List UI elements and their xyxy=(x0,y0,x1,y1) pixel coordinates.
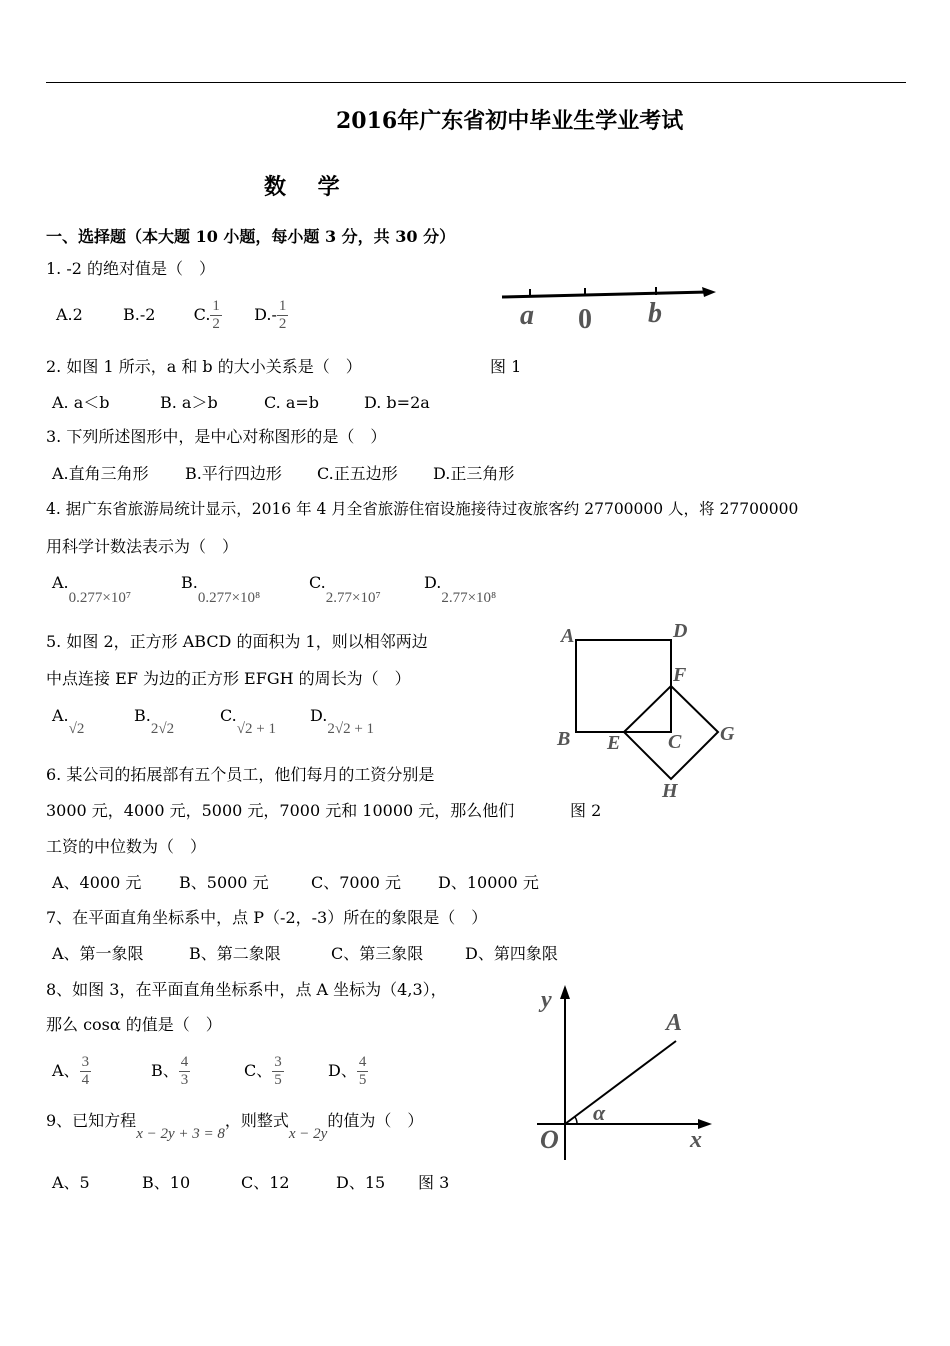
label-x: x xyxy=(690,1127,702,1153)
label-b: b xyxy=(648,298,662,329)
question-8-stem-line1: 8、如图 3，在平面直角坐标系中，点 A 坐标为（4,3）， xyxy=(46,980,447,999)
q4-value-a: 0.277×10⁷ xyxy=(68,590,132,606)
q5-option-c: C.√2 + 1 xyxy=(220,706,276,737)
q8-fraction-d: $\frac{4}{5}$ xyxy=(358,1054,367,1088)
q9-option-c: C、12 xyxy=(241,1173,290,1192)
q5-value-b: 2√2 xyxy=(150,721,175,737)
ray-oa xyxy=(565,1041,676,1124)
question-6-stem-line3: 工资的中位数为（ ） xyxy=(46,837,207,856)
q4-option-a: A.0.277×10⁷ xyxy=(52,573,132,606)
q4-option-c: C.2.77×10⁷ xyxy=(309,573,381,606)
label-0: 0 xyxy=(578,304,592,335)
question-4-stem-line1: 4. 据广东省旅游局统计显示，2016 年 4 月全省旅游住宿设施接待过夜旅客约 27700000 人，将 27700000 xyxy=(46,500,799,518)
angle-arc xyxy=(575,1117,577,1124)
q3-option-d: D.正三角形 xyxy=(433,464,515,483)
q7-option-a: A、第一象限 xyxy=(52,944,144,963)
question-6-stem-line1: 6. 某公司的拓展部有五个员工，他们每月的工资分别是 xyxy=(46,765,435,784)
label-alpha: α xyxy=(593,1100,606,1125)
q3-option-a: A.直角三角形 xyxy=(52,464,149,483)
q1-fraction-d: $\frac{1}{2}$ xyxy=(278,298,287,332)
label-O: O xyxy=(540,1125,559,1154)
q6-option-a: A、4000 元 xyxy=(52,873,142,892)
label-A: A xyxy=(666,1010,683,1036)
q1-option-d: D.- xyxy=(254,305,277,324)
q4-option-b: B.0.277×10⁸ xyxy=(181,573,261,606)
question-5-stem-line2: 中点连接 EF 为边的正方形 EFGH 的周长为（ ） xyxy=(46,669,411,688)
label-D: D xyxy=(673,620,688,642)
label-E: E xyxy=(607,732,621,754)
question-9-stem: 9、已知方程x − 2y + 3 = 8，则整式x − 2y的值为（ ） xyxy=(46,1111,424,1142)
q9-option-a: A、5 xyxy=(52,1173,90,1192)
q9-option-d: D、15 xyxy=(336,1173,386,1192)
label-a: a xyxy=(520,300,534,331)
question-2-stem: 2. 如图 1 所示，a 和 b 的大小关系是（ ） xyxy=(46,357,362,376)
subject-heading: 数 学 xyxy=(264,174,352,200)
q5-value-d: 2√2 + 1 xyxy=(327,721,375,737)
figure-3-caption: 图 3 xyxy=(418,1173,450,1192)
q6-option-c: C、7000 元 xyxy=(311,873,402,892)
q7-option-c: C、第三象限 xyxy=(331,944,424,963)
q8-fraction-c: $\frac{3}{5}$ xyxy=(274,1054,282,1088)
figure-2-caption: 图 2 xyxy=(570,801,602,820)
q9-option-b: B、10 xyxy=(142,1173,191,1192)
label-C: C xyxy=(668,731,682,753)
question-5-stem-line1: 5. 如图 2，正方形 ABCD 的面积为 1，则以相邻两边 xyxy=(46,632,428,651)
q1-option-c: C. xyxy=(193,305,211,324)
q8-option-c: C、 $\frac{3}{5}$ xyxy=(244,1054,282,1088)
section-heading: 一、选择题（本大题 10 小题，每小题 3 分，共 30 分） xyxy=(46,227,456,246)
q2-option-a: A. a＜b xyxy=(52,393,110,412)
label-F: F xyxy=(673,664,687,686)
q1-option-a: A.2 xyxy=(56,305,83,324)
q3-option-b: B.平行四边形 xyxy=(185,464,282,483)
q5-value-c: √2 + 1 xyxy=(236,721,276,737)
q5-value-a: √2 xyxy=(68,721,85,737)
q4-option-d: D.2.77×10⁸ xyxy=(424,573,497,606)
q7-option-b: B、第二象限 xyxy=(189,944,281,963)
label-A: A xyxy=(561,625,575,647)
q5-option-a: A.√2 xyxy=(52,706,85,737)
q8-option-b: B、 $\frac{4}{3}$ xyxy=(151,1054,189,1088)
q4-value-c: 2.77×10⁷ xyxy=(325,590,381,606)
q1-fraction-c: $\frac{1}{2}$ xyxy=(212,298,220,332)
q5-option-b: B.2√2 xyxy=(134,706,175,737)
q8-fraction-a: $\frac{3}{4}$ xyxy=(81,1054,90,1088)
question-8-stem-line2: 那么 cosα 的值是（ ） xyxy=(46,1015,222,1034)
q4-value-b: 0.277×10⁸ xyxy=(197,590,261,606)
q2-option-c: C. a=b xyxy=(264,393,320,412)
q8-option-d: D、 $\frac{4}{5}$ xyxy=(328,1054,367,1088)
question-9-options xyxy=(52,1173,449,1193)
q5-option-d: D.2√2 + 1 xyxy=(310,706,375,737)
question-1-stem: 1. -2 的绝对值是（ ） xyxy=(46,259,216,278)
q2-option-d: D. b=2a xyxy=(364,393,430,412)
question-3-stem: 3. 下列所述图形中，是中心对称图形的是（ ） xyxy=(46,427,387,446)
q9-expression: x − 2y xyxy=(288,1126,328,1142)
label-G: G xyxy=(720,723,735,745)
page-title: 2016年广东省初中毕业生学业考试 xyxy=(336,108,684,134)
y-axis-arrow xyxy=(560,985,570,999)
question-4-stem-line2: 用科学计数法表示为（ ） xyxy=(46,537,239,556)
q8-fraction-b: $\frac{4}{3}$ xyxy=(180,1054,189,1088)
q4-value-d: 2.77×10⁸ xyxy=(441,590,497,606)
q1-option-b: B.-2 xyxy=(123,305,156,324)
q7-option-d: D、第四象限 xyxy=(465,944,558,963)
label-H: H xyxy=(662,780,678,802)
label-y: y xyxy=(541,987,552,1013)
q3-option-c: C.正五边形 xyxy=(317,464,398,483)
question-6-stem-line2: 3000 元，4000 元，5000 元，7000 元和 10000 元，那么他们 xyxy=(46,801,515,820)
q6-option-d: D、10000 元 xyxy=(438,873,539,892)
q2-option-b: B. a＞b xyxy=(160,393,218,412)
q9-equation: x − 2y + 3 = 8 xyxy=(136,1126,225,1142)
q8-option-a: A、 $\frac{3}{4}$ xyxy=(52,1054,90,1088)
label-B: B xyxy=(557,728,571,750)
question-7-stem: 7、在平面直角坐标系中，点 P（-2，-3）所在的象限是（ ） xyxy=(46,908,488,927)
figure-1-caption: 图 1 xyxy=(490,357,522,376)
q6-option-b: B、5000 元 xyxy=(179,873,269,892)
